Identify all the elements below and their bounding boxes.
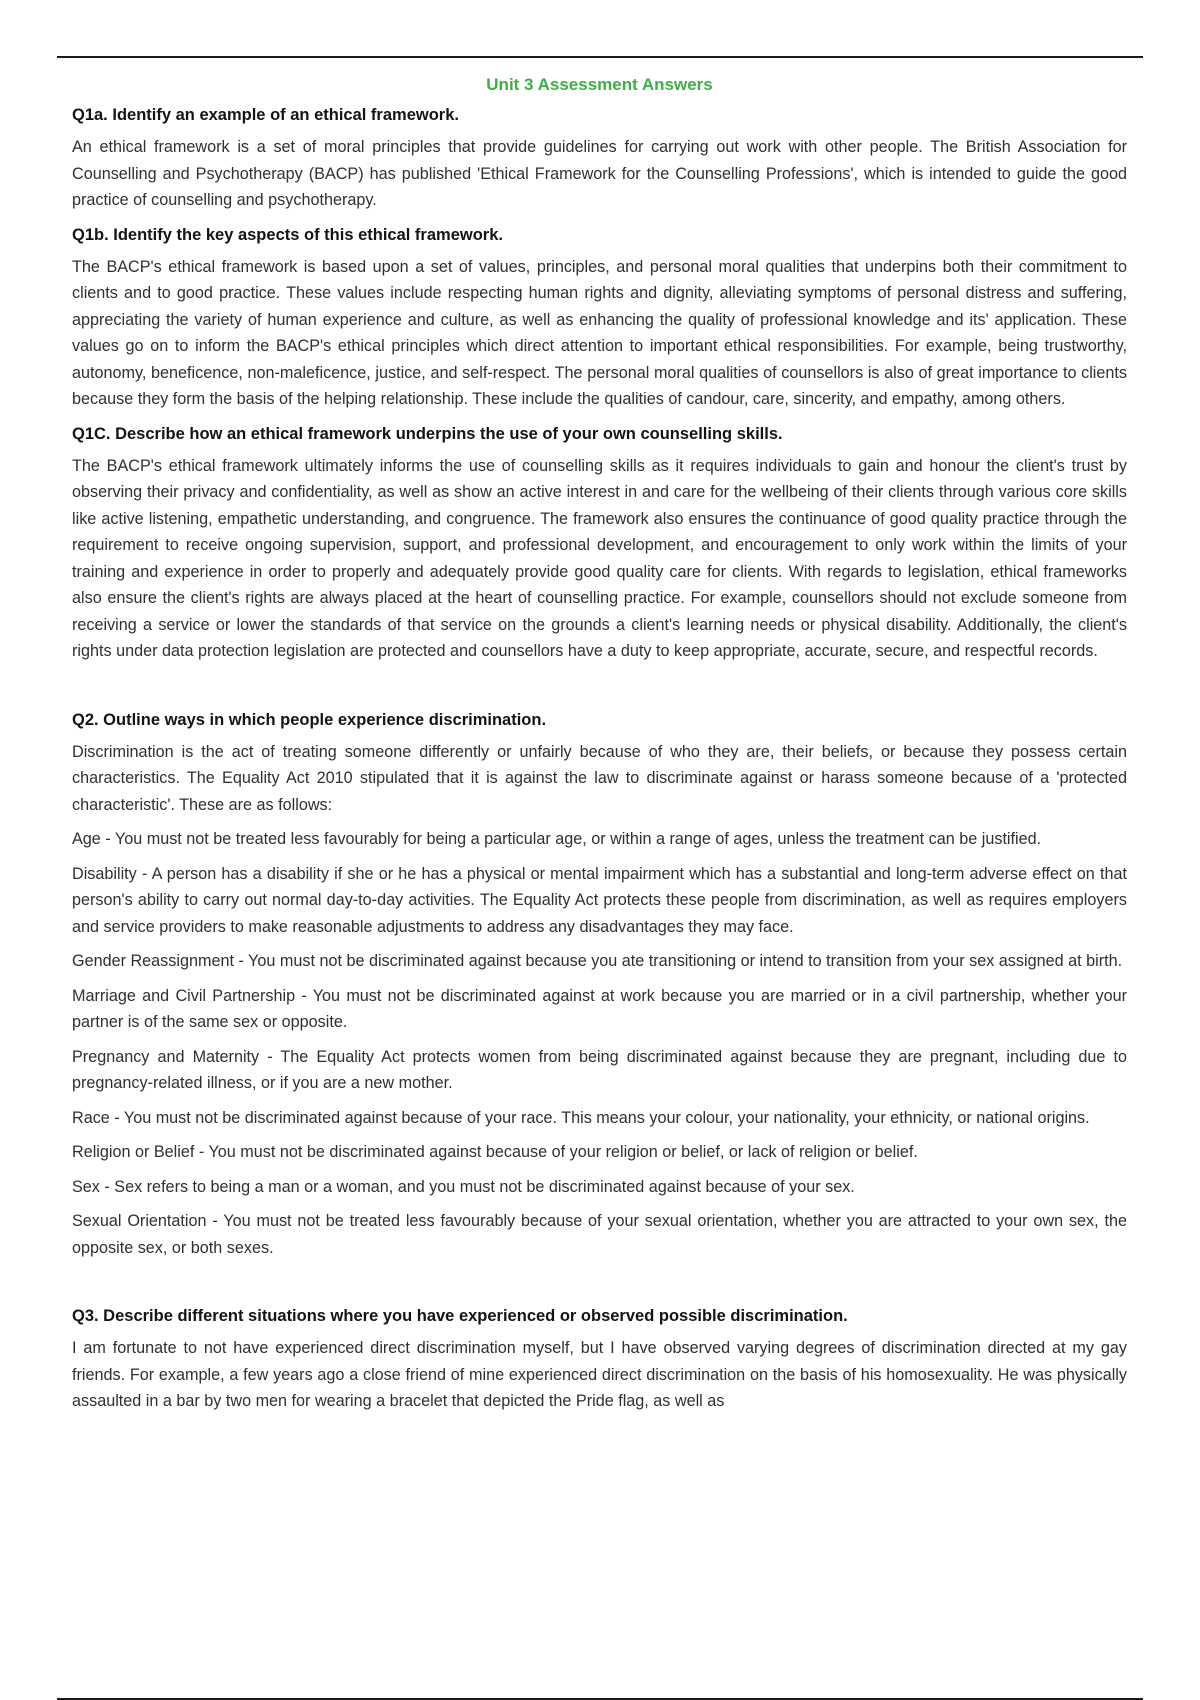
protected-characteristic-marriage: Marriage and Civil Partnership - You must not be discriminated against at work because you are married or in a civil partnership, whether your partner is of the same sex or opposite. — [72, 986, 1127, 1031]
question-q3: Q3. Describe different situations where you have experienced or observed possible discrimination. — [72, 1307, 848, 1325]
document-title: Unit 3 Assessment Answers — [486, 75, 713, 94]
question-q1c: Q1C. Describe how an ethical framework underpins the use of your own counselling skills. — [72, 424, 783, 443]
document-page — [72, 68, 1127, 1423]
protected-characteristic-race: Race - You must not be discriminated against because of your race. This means your colour, your nationality, your ethnicity, or national origins. — [72, 1108, 1090, 1127]
protected-characteristic-sex: Sex - Sex refers to being a man or a woman, and you must not be discriminated against because of your sex. — [72, 1177, 855, 1196]
protected-characteristic-pregnancy: Pregnancy and Maternity - The Equality Act protects women from being discriminated against because they are pregnant, including due to pregnancy-related illness, or if you are a new mother. — [72, 1047, 1127, 1092]
question-q1b: Q1b. Identify the key aspects of this ethical framework. — [72, 225, 503, 244]
answer-q1a: An ethical framework is a set of moral principles that provide guidelines for carrying out work with other people. The British Association for Counselling and Psychotherapy (BACP) has published 'Ethical Framework for the Counselling Professions', which is intended to guide the good practice of counselling and psychotherapy. — [72, 138, 1127, 209]
question-q2: Q2. Outline ways in which people experience discrimination. — [72, 710, 547, 729]
section-spacer — [72, 673, 1127, 707]
protected-characteristic-age: Age - You must not be treated less favourably for being a particular age, or within a range of ages, unless the treatment can be justified. — [72, 830, 1042, 848]
protected-characteristic-disability: Disability - A person has a disability if she or he has a physical or mental impairment which has a substantial and long-term adverse effect on that person's ability to carry out normal day-to-day activities. The Equality Act protects these people from discrimination, as well as requires employers and service providers to make reasonable adjustments to address any disadvantages they may face. — [72, 864, 1127, 936]
protected-characteristic-gender-reassignment: Gender Reassignment - You must not be discriminated against because you ate transitioning or intend to transition from your sex assigned at birth. — [72, 952, 1123, 970]
protected-characteristic-sexual-orientation: Sexual Orientation - You must not be treated less favourably because of your sexual orientation, whether you are attracted to your own sex, the opposite sex, or both sexes. — [72, 1212, 1127, 1257]
answer-q2-intro: Discrimination is the act of treating someone differently or unfairly because of who they are, their beliefs, or because they possess certain characteristics. The Equality Act 2010 stipulated that it is against the law to discriminate against or harass someone because of a 'protected characteristic'. These are as follows: — [72, 742, 1127, 814]
header-rule — [57, 56, 1143, 58]
answer-q1b: The BACP's ethical framework is based upon a set of values, principles, and personal moral qualities that underpins both their commitment to clients and to good practice. These values include respecting human rights and dignity, alleviating symptoms of personal distress and suffering, appreciating the variety of human experience and culture, as well as enhancing the quality of professional knowledge and its' application. These values go on to inform the BACP's ethical principles which direct attention to important ethical responsibilities. For example, being trustworthy, autonomy, beneficence, non-maleficence, justice, and self-respect. The personal moral qualities of counsellors is also of great importance to clients because they form the basis of the helping relationship. These include the qualities of candour, care, sincerity, and empathy, among others. — [72, 257, 1127, 408]
answer-q3: I am fortunate to not have experienced direct discrimination myself, but I have observed varying degrees of discrimination directed at my gay friends. For example, a few years ago a close friend of mine experienced direct discrimination on the basis of his homosexuality. He was physically assaulted in a bar by two men for wearing a bracelet that depicted the Pride flag, as well as — [72, 1339, 1127, 1410]
answer-q1c: The BACP's ethical framework ultimately informs the use of counselling skills as it requires individuals to gain and honour the client's trust by observing their privacy and confidentiality, as well as show an active interest in and care for the wellbeing of their clients through various core skills like active listening, empathetic understanding, and congruence. The framework also ensures the continuance of good quality practice through the requirement to receive ongoing supervision, support, and professional development, and encouragement to only work within the limits of your training and experience in order to properly and adequately provide good quality care for clients. With regards to legislation, ethical frameworks also ensure the client's rights are always placed at the heart of counselling practice. For example, counsellors should not exclude someone from receiving a service or lower the standards of that service on the grounds a client's learning needs or physical disability. Additionally, the client's rights under data protection legislation are protected and counsellors have a duty to keep appropriate, accurate, secure, and respectful records. — [72, 456, 1127, 660]
protected-characteristic-religion: Religion or Belief - You must not be discriminated against because of your religion or belief, or lack of religion or belief. — [72, 1143, 918, 1161]
section-spacer — [72, 1269, 1127, 1303]
question-q1a: Q1a. Identify an example of an ethical framework. — [72, 106, 459, 124]
